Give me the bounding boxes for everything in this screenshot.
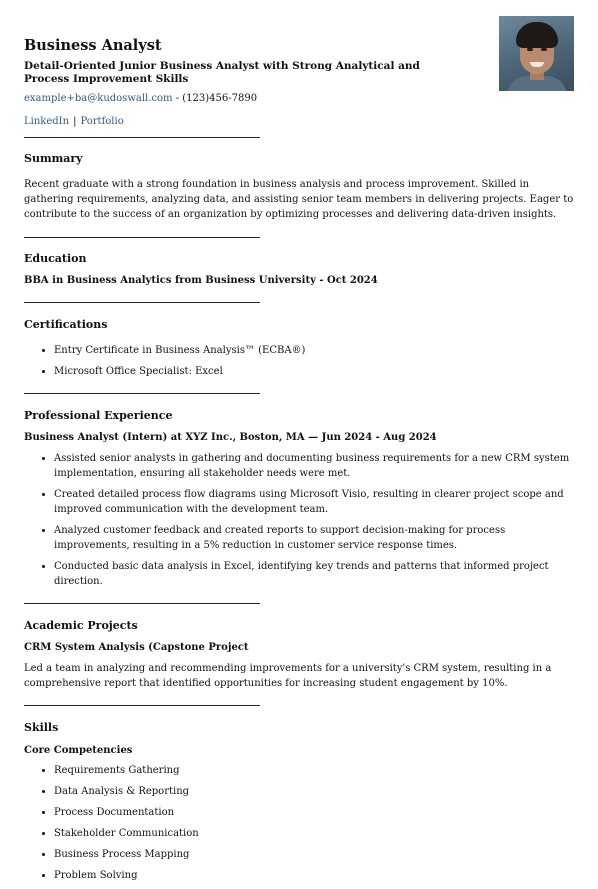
profile-links — [24, 116, 124, 127]
project-name: CRM System Analysis (Capstone Project — [24, 642, 249, 653]
profile-photo — [499, 16, 574, 91]
list-item: • Problem Solving — [54, 868, 574, 883]
education-heading: Education — [24, 252, 87, 265]
list-item: • Created detailed process flow diagrams using Microsoft Visio, resulting in clearer project scope and improved communication with the development team. — [54, 487, 574, 517]
list-item: • Process Documentation — [54, 805, 574, 820]
contact-separator: - — [172, 93, 183, 104]
section-divider — [24, 237, 260, 238]
section-divider — [24, 137, 260, 138]
skills-heading: Skills — [24, 721, 59, 734]
skills-subtitle: Core Competencies — [24, 745, 133, 756]
list-item: • Requirements Gathering — [54, 763, 574, 778]
linkedin-link[interactable]: LinkedIn — [24, 116, 70, 127]
certifications-list — [24, 343, 574, 385]
list-item: • Stakeholder Communication — [54, 826, 574, 841]
link-separator: | — [73, 116, 77, 127]
experience-heading: Professional Experience — [24, 409, 173, 422]
list-item: • Data Analysis & Reporting — [54, 784, 574, 799]
section-divider — [24, 603, 260, 604]
portfolio-link[interactable]: Portfolio — [80, 116, 124, 127]
summary-text: Recent graduate with a strong foundation in business analysis and process improvement. Skilled in gathering requirements, analyzing data, and assisting senior team members in delivering projects. Eager to contribute to the success of an organization by optimizing processes and delivering data-driven insights. — [24, 179, 574, 220]
resume-name: Business Analyst — [24, 37, 162, 54]
contact-line — [24, 93, 257, 104]
resume-headline: Detail-Oriented Junior Business Analyst with Strong Analytical and Process Improvement Skills — [24, 60, 420, 85]
experience-role: Business Analyst (Intern) at XYZ Inc., Boston, MA — Jun 2024 - Aug 2024 — [24, 432, 437, 443]
email-link[interactable]: example+ba@kudoswall.com — [24, 93, 173, 104]
list-item: • Assisted senior analysts in gathering and documenting business requirements for a new CRM system implementation, ensuring all stakeholder needs were met. — [54, 451, 574, 481]
phone-number: (123)456-7890 — [182, 93, 258, 104]
projects-heading: Academic Projects — [24, 619, 138, 632]
list-item: • Conducted basic data analysis in Excel, identifying key trends and patterns that informed project direction. — [54, 559, 574, 589]
summary-heading: Summary — [24, 152, 83, 165]
section-divider — [24, 393, 260, 394]
list-item: • Analyzed customer feedback and created reports to support decision-making for process improvements, resulting in a 5% reduction in customer service response times. — [54, 523, 574, 553]
project-text: Led a team in analyzing and recommending improvements for a university's CRM system, resulting in a comprehensive report that identified opportunities for increasing student engagement by 10%. — [24, 663, 552, 689]
list-item: • Entry Certificate in Business Analysis™ (ECBA®) — [54, 343, 574, 358]
certifications-heading: Certifications — [24, 318, 108, 331]
section-divider — [24, 705, 260, 706]
skills-list — [24, 763, 574, 889]
section-divider — [24, 302, 260, 303]
list-item: • Business Process Mapping — [54, 847, 574, 862]
education-degree: BBA in Business Analytics from Business University - Oct 2024 — [24, 275, 378, 286]
list-item: • Microsoft Office Specialist: Excel — [54, 364, 574, 379]
experience-bullets — [24, 451, 574, 595]
